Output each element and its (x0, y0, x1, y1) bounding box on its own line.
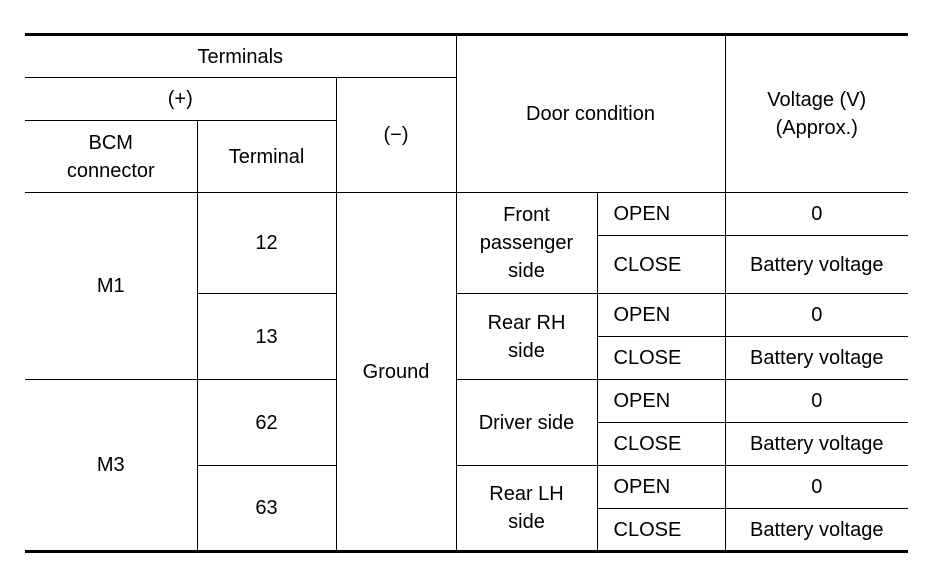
state-cell: CLOSE (597, 423, 725, 466)
table-row (25, 193, 908, 236)
terminal-voltage-table (25, 33, 908, 553)
door-condition-header: Door condition (456, 35, 725, 193)
state-cell: OPEN (597, 466, 725, 509)
terminal-header: Terminal (197, 121, 336, 193)
header-row-1 (25, 35, 908, 78)
terminals-header: Terminals (25, 35, 456, 78)
voltage-cell: 0 (725, 294, 908, 337)
terminal-cell: 62 (197, 380, 336, 466)
voltage-cell: 0 (725, 193, 908, 236)
state-cell: OPEN (597, 294, 725, 337)
voltage-cell: 0 (725, 466, 908, 509)
state-cell: CLOSE (597, 509, 725, 552)
terminal-cell: 12 (197, 193, 336, 294)
voltage-cell: Battery voltage (725, 423, 908, 466)
table-row (25, 380, 908, 423)
voltage-cell: 0 (725, 380, 908, 423)
ground-cell: Ground (336, 193, 456, 552)
door-cell: Rear LH side (456, 466, 597, 552)
door-cell: Driver side (456, 380, 597, 466)
connector-cell: M1 (25, 193, 197, 380)
terminal-cell: 13 (197, 294, 336, 380)
state-cell: CLOSE (597, 236, 725, 294)
connector-cell: M3 (25, 380, 197, 552)
state-cell: OPEN (597, 193, 725, 236)
state-cell: OPEN (597, 380, 725, 423)
negative-header: (−) (336, 78, 456, 193)
bcm-connector-header: BCM connector (25, 121, 197, 193)
voltage-header: Voltage (V) (Approx.) (725, 35, 908, 193)
voltage-cell: Battery voltage (725, 236, 908, 294)
door-cell: Front passenger side (456, 193, 597, 294)
door-cell: Rear RH side (456, 294, 597, 380)
terminal-cell: 63 (197, 466, 336, 552)
state-cell: CLOSE (597, 337, 725, 380)
voltage-cell: Battery voltage (725, 509, 908, 552)
voltage-cell: Battery voltage (725, 337, 908, 380)
positive-header: (+) (25, 78, 336, 121)
